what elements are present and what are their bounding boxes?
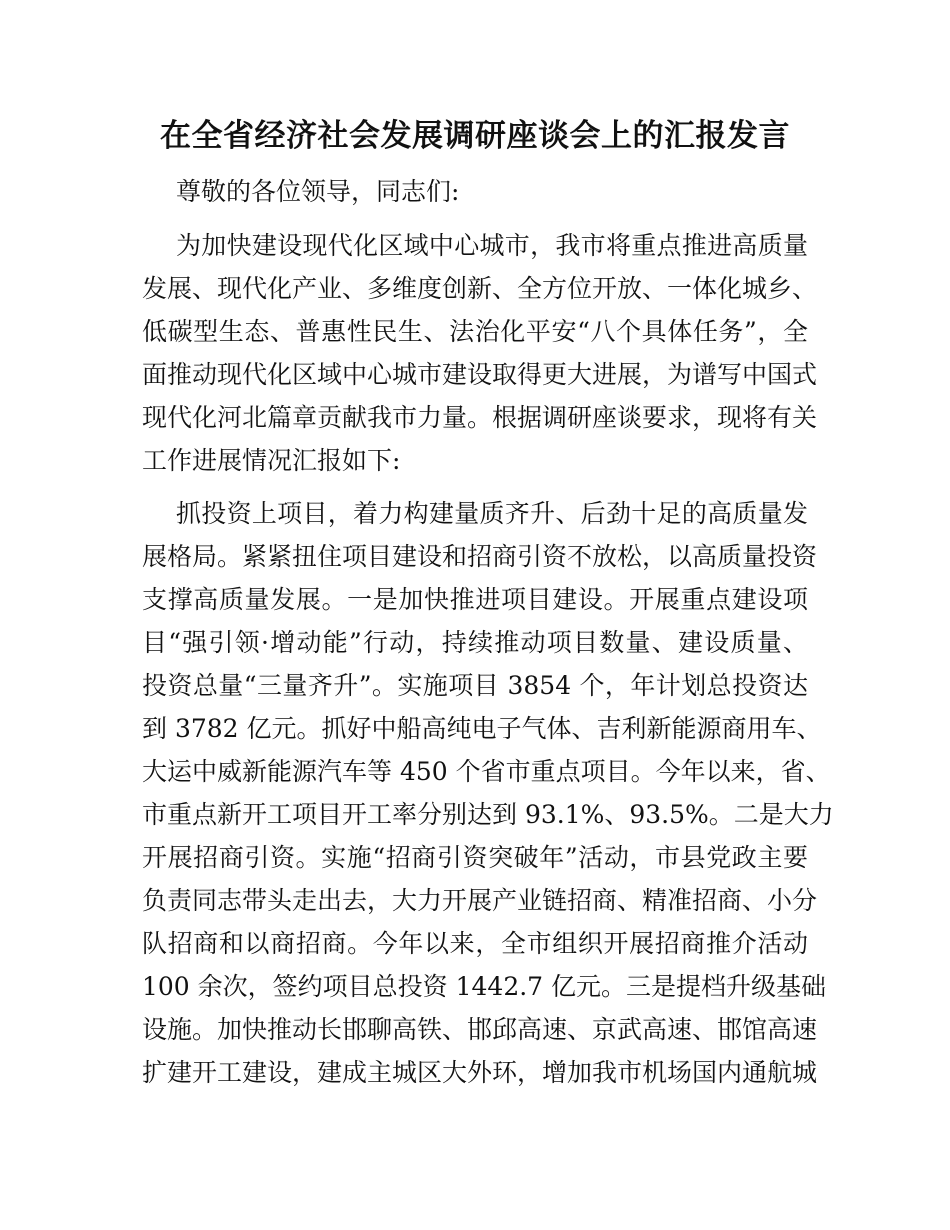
paragraph-line: 队招商和以商招商。今年以来，全市组织开展招商推介活动 — [142, 929, 808, 958]
paragraph-line: 抓投资上项目，着力构建量质齐升、后劲十足的高质量发 — [176, 499, 808, 528]
paragraph-line: 发展、现代化产业、多维度创新、全方位开放、一体化城乡、 — [142, 274, 818, 303]
document-title: 在全省经济社会发展调研座谈会上的汇报发言 — [160, 118, 790, 154]
paragraph-line: 支撑高质量发展。一是加快推进项目建设。开展重点建设项 — [142, 585, 808, 614]
paragraph-line: 100 余次，签约项目总投资 1442.7 亿元。三是提档升级基础 — [142, 972, 827, 1001]
paragraph-line: 现代化河北篇章贡献我市力量。根据调研座谈要求，现将有关 — [142, 403, 818, 432]
paragraph-line: 负责同志带头走出去，大力开展产业链招商、精准招商、小分 — [142, 886, 818, 915]
paragraph-line: 目“强引领·增动能”行动，持续推动项目数量、建设质量、 — [142, 628, 808, 657]
paragraph-line: 市重点新开工项目开工率分别达到 93.1%、93.5%。二是大力 — [142, 800, 834, 829]
paragraph-line: 大运中威新能源汽车等 450 个省市重点项目。今年以来，省、 — [142, 757, 831, 786]
paragraph-line: 投资总量“三量齐升”。实施项目 3854 个，年计划总投资达 — [142, 671, 808, 700]
paragraph-line: 面推动现代化区域中心城市建设取得更大进展，为谱写中国式 — [142, 360, 818, 389]
paragraph-line: 为加快建设现代化区域中心城市，我市将重点推进高质量 — [176, 231, 808, 260]
paragraph-line: 工作进展情况汇报如下: — [142, 446, 401, 475]
paragraph-line: 设施。加快推动长邯聊高铁、邯邱高速、京武高速、邯馆高速 — [142, 1015, 818, 1044]
salutation-line: 尊敬的各位领导，同志们: — [176, 177, 460, 206]
paragraph-line: 到 3782 亿元。抓好中船高纯电子气体、吉利新能源商用车、 — [142, 714, 822, 743]
paragraph-line: 展格局。紧紧扭住项目建设和招商引资不放松，以高质量投资 — [142, 542, 818, 571]
paragraph-line: 低碳型生态、普惠性民生、法治化平安“八个具体任务”，全 — [142, 317, 808, 346]
paragraph-line: 开展招商引资。实施“招商引资突破年”活动，市县党政主要 — [142, 843, 808, 872]
paragraph-line: 扩建开工建设，建成主城区大外环，增加我市机场国内通航城 — [142, 1058, 818, 1087]
